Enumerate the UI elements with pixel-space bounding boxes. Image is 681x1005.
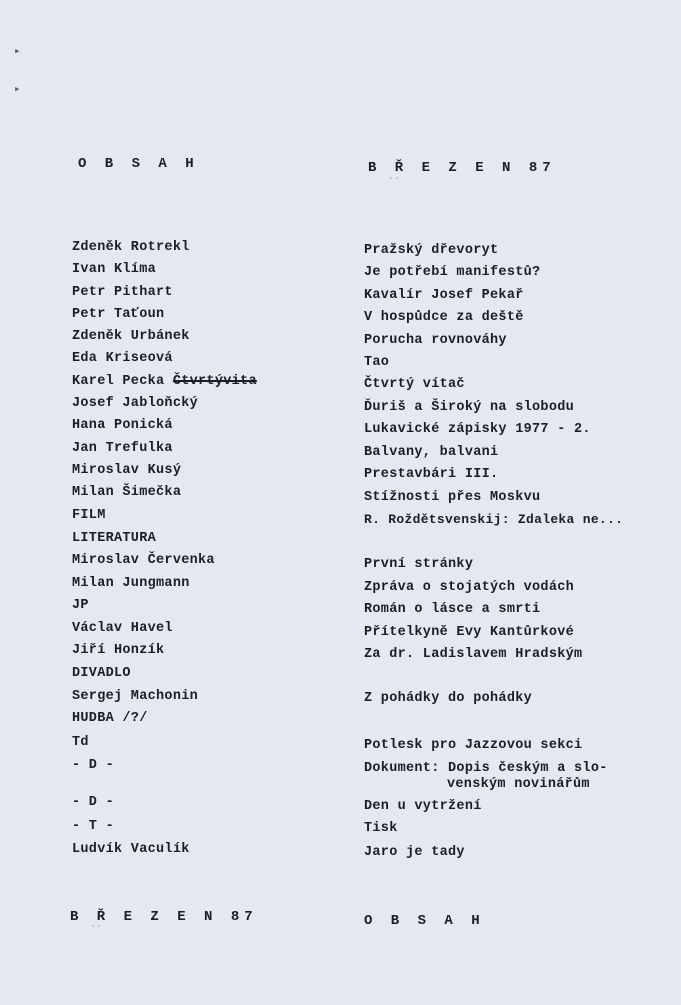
author-entry: Václav Havel bbox=[72, 621, 173, 636]
author-entry: - T - bbox=[72, 819, 115, 834]
author-entry: Milan Jungmann bbox=[72, 576, 190, 591]
author-entry: - D - bbox=[72, 758, 115, 773]
author-entry: - D - bbox=[72, 795, 115, 810]
author-entry: Hana Ponická bbox=[72, 418, 173, 433]
title-entry: Kavalír Josef Pekař bbox=[364, 288, 524, 303]
contents-header-top: O B S A H bbox=[78, 156, 199, 172]
contents-header-bottom: O B S A H bbox=[364, 913, 485, 929]
issue-date-header-bottom: B Ř E Z E N 87 bbox=[70, 909, 258, 925]
author-entry: Petr Pithart bbox=[72, 285, 173, 300]
title-entry: Přítelkyně Evy Kantůrkové bbox=[364, 625, 575, 640]
issue-date-header-top: B Ř E Z E N 87 bbox=[368, 160, 556, 176]
title-entry: Lukavické zápisky 1977 - 2. bbox=[364, 422, 591, 437]
author-entry: Milan Šimečka bbox=[72, 485, 182, 500]
title-entry: Tisk bbox=[364, 821, 398, 836]
title-entry: Jaro je tady bbox=[364, 845, 465, 860]
title-entry: Tao bbox=[364, 355, 390, 370]
titles-column bbox=[364, 0, 664, 1005]
author-entry: Ludvík Vaculík bbox=[72, 842, 190, 857]
title-entry: Prestavbári III. bbox=[364, 467, 499, 482]
title-entry: První stránky bbox=[364, 557, 474, 572]
title-entry: Porucha rovnováhy bbox=[364, 333, 507, 348]
title-entry: Román o lásce a smrti bbox=[364, 602, 541, 617]
title-entry: Za dr. Ladislavem Hradským bbox=[364, 647, 583, 662]
title-entry: Dokument: Dopis českým a slo- bbox=[364, 761, 608, 776]
author-name: Karel Pecka bbox=[72, 374, 165, 389]
author-entry: Td bbox=[72, 735, 89, 750]
author-entry: Ivan Klíma bbox=[72, 262, 157, 277]
title-entry: Balvany, balvani bbox=[364, 445, 499, 460]
title-entry: Pražský dřevoryt bbox=[364, 243, 499, 258]
title-entry: Čtvrtý vítač bbox=[364, 377, 465, 392]
author-entry: Petr Taťoun bbox=[72, 307, 165, 322]
title-entry: Je potřebí manifestů? bbox=[364, 265, 541, 280]
ink-smudge: ˙˙ bbox=[90, 926, 103, 937]
section-label: DIVADLO bbox=[72, 666, 131, 681]
author-entry: Miroslav Kusý bbox=[72, 463, 182, 478]
authors-column bbox=[72, 0, 342, 1005]
section-label: HUDBA /?/ bbox=[72, 711, 148, 726]
author-entry: Sergej Machonin bbox=[72, 689, 199, 704]
title-entry: Zpráva o stojatých vodách bbox=[364, 580, 575, 595]
author-entry: Miroslav Červenka bbox=[72, 553, 215, 568]
title-entry: R. Roždětsvenskij: Zdaleka ne... bbox=[364, 512, 624, 527]
author-entry: Jiří Honzík bbox=[72, 643, 165, 658]
title-entry: Potlesk pro Jazzovou sekci bbox=[364, 738, 583, 753]
section-label: LITERATURA bbox=[72, 531, 157, 546]
author-entry: Zdeněk Urbánek bbox=[72, 329, 190, 344]
author-entry: JP bbox=[72, 598, 89, 613]
title-entry: V hospůdce za deště bbox=[364, 310, 524, 325]
struck-out-text: Čtvrtývita bbox=[172, 374, 257, 389]
author-entry: Zdeněk Rotrekl bbox=[72, 240, 190, 255]
author-entry bbox=[72, 374, 257, 389]
author-entry: Josef Jabloňcký bbox=[72, 396, 199, 411]
title-entry: Z pohádky do pohádky bbox=[364, 691, 533, 706]
margin-mark: ▸ bbox=[14, 84, 21, 96]
title-entry: Stížnosti přes Moskvu bbox=[364, 490, 541, 505]
title-entry-continuation: venským novinářům bbox=[447, 777, 590, 792]
title-entry: Den u vytržení bbox=[364, 799, 482, 814]
section-label: FILM bbox=[72, 508, 106, 523]
ink-smudge: ˙˙ bbox=[388, 178, 401, 189]
margin-mark: ▸ bbox=[14, 46, 21, 58]
title-entry: Ďuriš a Široký na slobodu bbox=[364, 400, 575, 415]
author-entry: Jan Trefulka bbox=[72, 441, 173, 456]
author-entry: Eda Kriseová bbox=[72, 351, 173, 366]
